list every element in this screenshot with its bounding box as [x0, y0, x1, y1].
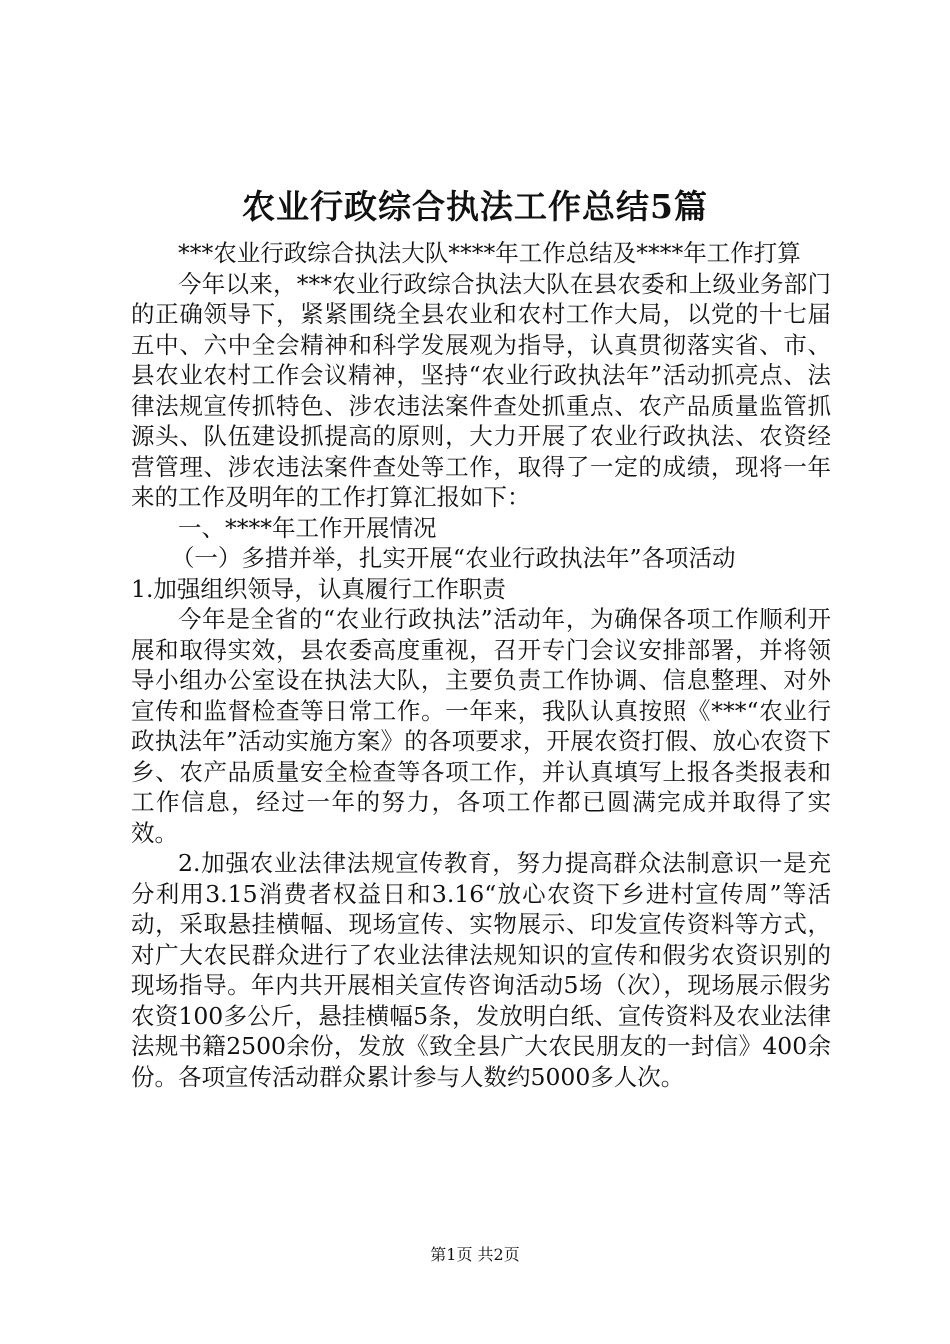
- section-heading: 一、****年工作开展情况: [178, 513, 437, 542]
- paragraph-intro: 今年以来，***农业行政综合执法大队在县农委和上级业务部门的正确领导下，紧紧围绕全县农业和农村工作大局，以党的十七届五中、六中全会精神和科学发展观为指导，认真贯彻落实省、市、县农业农村工作会议精神，坚持“农业行政执法年”活动抓亮点、法律法规宣传抓特色、涉农违法案件查处抓重点、农产品质量监管抓源头、队伍建设抓提高的原则，大力开展了农业行政执法、农资经营管理、涉农违法案件查处等工作，取得了一定的成绩，现将一年来的工作及明年的工作打算汇报如下：: [131, 269, 831, 511]
- page-footer: 第1页 共2页: [430, 1245, 520, 1264]
- document-body: [131, 238, 831, 1092]
- document-title: 农业行政综合执法工作总结5篇: [242, 187, 708, 226]
- document-subtitle: ***农业行政综合执法大队****年工作总结及****年工作打算: [178, 239, 801, 267]
- paragraph-body-1: 今年是全省的“农业行政执法”活动年，为确保各项工作顺利开展和取得实效，县农委高度重视，召开专门会议安排部署，并将领导小组办公室设在执法大队，主要负责工作协调、信息整理、对外宣传和监督检查等日常工作。一年来，我队认真按照《***“农业行政执法年”活动实施方案》的各项要求，开展农资打假、放心农资下乡、农产品质量安全检查等各项工作，并认真填写上报各类报表和工作信息，经过一年的努力，各项工作都已圆满完成并取得了实效。: [131, 605, 831, 847]
- item-heading: 1.加强组织领导，认真履行工作职责: [131, 574, 506, 603]
- subsection-heading: （一）多措并举，扎实开展“农业行政执法年”各项活动: [170, 544, 736, 572]
- paragraph-body-2: 2.加强农业法律法规宣传教育，努力提高群众法制意识一是充分利用3.15消费者权益日和3.16“放心农资下乡进村宣传周”等活动，采取悬挂横幅、现场宣传、实物展示、印发宣传资料等方式，对广大农民群众进行了农业法律法规知识的宣传和假劣农资识别的现场指导。年内共开展相关宣传咨询活动5场（次），现场展示假劣农资100多公斤，悬挂横幅5条，发放明白纸、宣传资料及农业法律法规书籍2500余份，发放《致全县广大农民朋友的一封信》400余份。各项宣传活动群众累计参与人数约5000多人次。: [131, 849, 831, 1091]
